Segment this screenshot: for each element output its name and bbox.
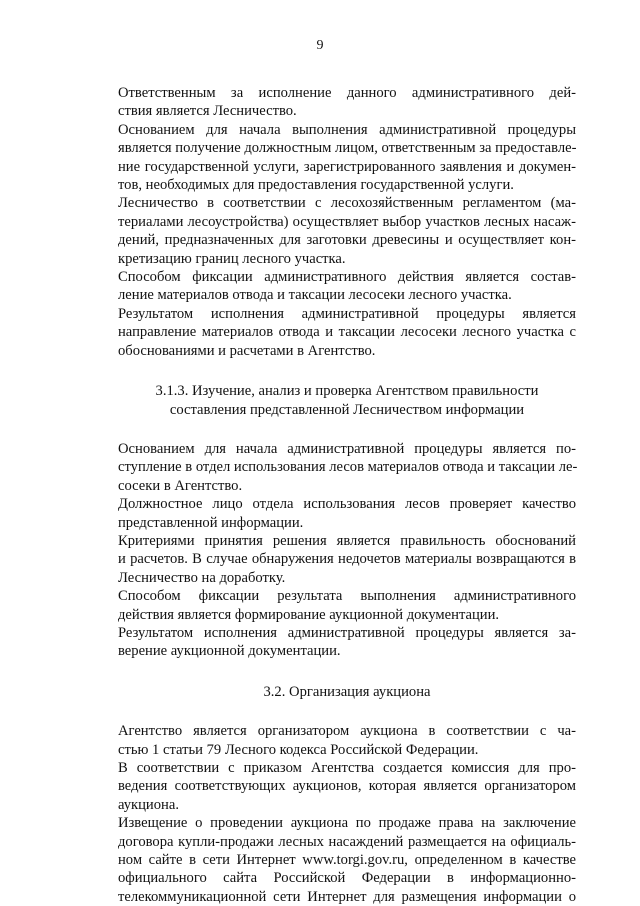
text-line: телекоммуникационной сети Интернет для размещения информации о	[118, 888, 576, 905]
text-line: сосеки в Агентство.	[118, 477, 243, 494]
text-line: ствия является Лесничество.	[118, 103, 297, 120]
section-heading	[118, 683, 576, 701]
text-line: Извещение о проведении аукциона по продаже права на заключение	[118, 815, 576, 832]
text-line: составления представленной Лесничеством информации	[169, 401, 525, 418]
text-line: стью 1 статьи 79 Лесного кодекса Российской Федерации.	[118, 741, 479, 758]
paragraph	[118, 305, 576, 360]
paragraph	[118, 440, 576, 495]
paragraph	[118, 194, 576, 268]
text-line: ступление в отдел использования лесов материалов отвода и таксации ле-	[118, 459, 578, 476]
text-line: ление материалов отвода и таксации лесосеки лесного участка.	[118, 287, 512, 304]
text-line: направление материалов отвода и таксации лесосеки лесного участка с	[118, 324, 576, 341]
paragraph	[118, 495, 576, 532]
text-line: обоснованиями и расчетами в Агентство.	[118, 342, 376, 359]
text-line: териалами лесоустройства) осуществляет выбор участков лесных насаж-	[118, 213, 576, 230]
text-line: Результатом исполнения административной процедуры является	[118, 305, 576, 322]
spacer	[118, 360, 576, 382]
text-line: действия является формирование аукционной документации.	[118, 606, 500, 623]
text-line: представленной информации.	[118, 514, 304, 531]
text-line: 3.1.3. Изучение, анализ и проверка Агентством правильности	[155, 383, 539, 400]
text-line: является получение должностным лицом, ответственным за предоставле-	[118, 140, 577, 157]
text-line: Основанием для начала выполнения административной процедуры	[118, 121, 576, 138]
paragraph	[118, 268, 576, 305]
text-line: Основанием для начала административной процедуры является по-	[118, 440, 576, 457]
text-line: тов, необходимых для предоставления государственной услуги.	[118, 177, 514, 194]
text-line: и расчетов. В случае обнаружения недочетов материалы возвращаются в	[118, 551, 576, 568]
paragraph	[118, 532, 576, 587]
paragraph	[118, 722, 576, 759]
paragraph	[118, 121, 576, 195]
text-line: Лесничество на доработку.	[118, 569, 286, 586]
spacer	[118, 419, 576, 440]
paragraph	[118, 814, 576, 906]
section-heading	[118, 382, 576, 419]
paragraph	[118, 624, 576, 661]
document-body	[118, 84, 576, 906]
text-line: Лесничество в соответствии с лесохозяйственным регламентом (ма-	[118, 195, 576, 212]
text-line: Ответственным за исполнение данного административного дей-	[118, 85, 576, 101]
paragraph	[118, 759, 576, 814]
text-line: аукциона.	[118, 796, 179, 813]
text-line: Результатом исполнения административной процедуры является за-	[118, 624, 576, 641]
page-number: 9	[316, 38, 324, 53]
text-line: В соответствии с приказом Агентства создается комиссия для про-	[118, 760, 576, 776]
spacer	[118, 661, 576, 683]
text-line: договора купли-продажи лесных насаждений размещается на официаль-	[118, 833, 576, 850]
text-line: Должностное лицо отдела использования лесов проверяет качество	[118, 496, 576, 513]
text-line: ведения соответствующих аукционов, которая является организатором	[118, 778, 576, 795]
paragraph	[118, 587, 576, 624]
text-line: Агентство является организатором аукциона в соответствии с ча-	[118, 723, 576, 740]
text-line: верение аукционной документации.	[118, 643, 341, 660]
text-line: ном сайте в сети Интернет www.torgi.gov.ru, определенном в качестве	[118, 852, 576, 869]
text-line: дений, предназначенных для заготовки древесины и осуществляет кон-	[118, 232, 576, 249]
text-line: Критериями принятия решения является правильность обоснований	[118, 532, 576, 549]
spacer	[118, 701, 576, 722]
text-line: Способом фиксации административного действия является состав-	[118, 269, 576, 286]
text-line: 3.2. Организация аукциона	[263, 683, 431, 700]
text-line: Способом фиксации результата выполнения административного	[118, 588, 576, 605]
text-line: официального сайта Российской Федерации в информационно-	[118, 870, 576, 887]
paragraph	[118, 84, 576, 121]
text-line: кретизацию границ лесного участка.	[118, 250, 346, 267]
text-line: ние государственной услуги, зарегистрированного заявления и докумен-	[118, 158, 576, 175]
